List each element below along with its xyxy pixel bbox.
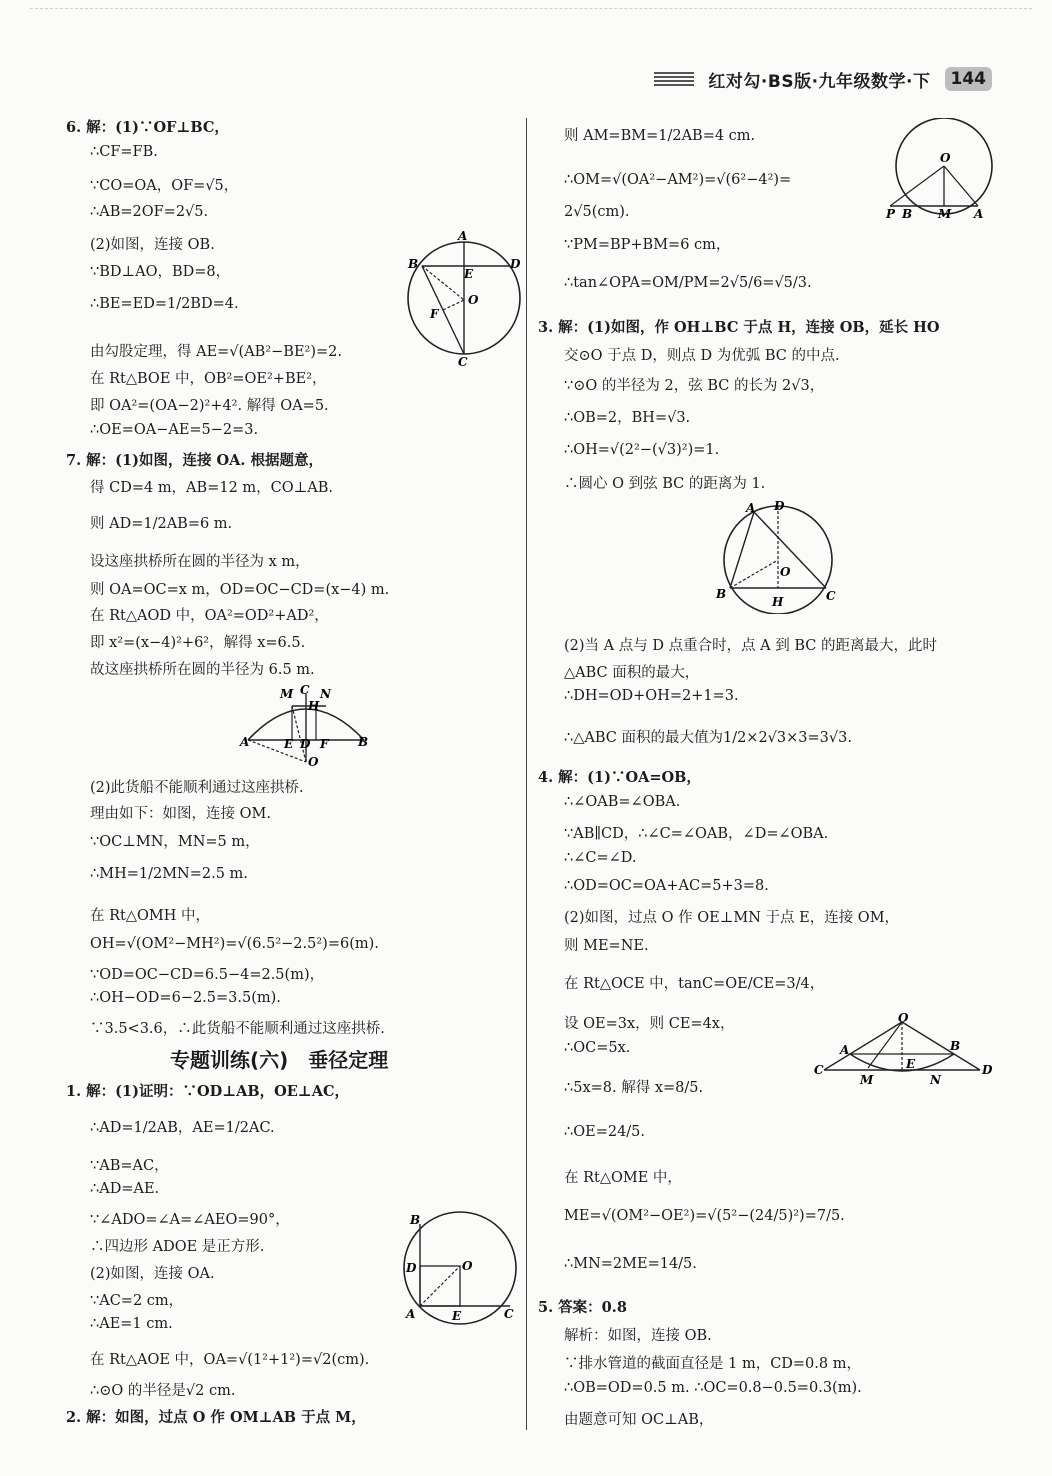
text-line: 3. 解：(1)如图，作 OH⊥BC 于点 H，连接 OB，延长 HO (538, 319, 940, 336)
text-line: ∴AD=AE. (90, 1181, 160, 1197)
text-line: ∴AE=1 cm. (90, 1316, 173, 1332)
text-line: △ABC 面积的最大， (564, 665, 700, 681)
fig-label: A (458, 229, 468, 243)
text-line: ∴AD=1/2AB，AE=1/2AC. (90, 1120, 275, 1136)
text-line: 即 x²=(x−4)²+6²，解得 x=6.5. (90, 635, 306, 651)
fig-label: O (780, 565, 791, 579)
text-line: 在 Rt△BOE 中，OB²=OE²+BE²， (90, 371, 327, 387)
text-line: ∵∠ADO=∠A=∠AEO=90°， (90, 1212, 290, 1228)
text-line: ∴∠OAB=∠OBA. (564, 794, 681, 810)
fig-label: E (906, 1057, 916, 1071)
section-title: 专题训练(六) 垂径定理 (170, 1048, 389, 1072)
top-scan-line (30, 8, 1032, 15)
fig-label: M (280, 687, 294, 701)
text-line: 2. 解：如图，过点 O 作 OM⊥AB 于点 M， (66, 1409, 366, 1426)
text-line: 5. 答案：0.8 (538, 1299, 627, 1316)
fig-label: O (940, 151, 951, 165)
text-line: 故这座拱桥所在圆的半径为 6.5 m. (90, 662, 315, 678)
text-line: ∴MH=1/2MN=2.5 m. (90, 866, 248, 882)
fig-label: E (284, 737, 294, 751)
text-line: ∵⊙O 的半径为 2，弦 BC 的长为 2√3， (564, 378, 825, 394)
text-line: 在 Rt△AOD 中，OA²=OD²+AD²， (90, 608, 329, 624)
fig-label: C (458, 355, 468, 369)
text-line: ∴OC=5x. (564, 1040, 631, 1056)
fig-label: D (300, 737, 311, 751)
text-line: ∴△ABC 面积的最大值为1/2×2√3×3=3√3. (564, 730, 852, 746)
text-line: ∵OD=OC−CD=6.5−4=2.5(m)， (90, 967, 325, 983)
text-line: ∴tan∠OPA=OM/PM=2√5/6=√5/3. (564, 275, 812, 291)
text-line: OH=√(OM²−MH²)=√(6.5²−2.5²)=6(m). (90, 936, 379, 952)
fig-label: M (860, 1073, 874, 1087)
text-line: 在 Rt△OCE 中，tanC=OE/CE=3/4， (564, 976, 825, 992)
text-line: ∴OM=√(OA²−AM²)=√(6²−4²)= (564, 172, 792, 188)
text-line: ∴MN=2ME=14/5. (564, 1256, 697, 1272)
text-line: 7. 解：(1)如图，连接 OA. 根据题意， (66, 452, 324, 469)
text-line: ∵AC=2 cm， (90, 1293, 184, 1309)
text-line: (2)当 A 点与 D 点重合时，点 A 到 BC 的距离最大，此时 (564, 638, 937, 654)
fig-label: C (300, 684, 310, 697)
fig-label: F (430, 307, 439, 321)
text-line: 得 CD=4 m，AB=12 m，CO⊥AB. (90, 480, 334, 496)
fig-label: A (240, 735, 250, 749)
text-line: 解析：如图，连接 OB. (564, 1328, 712, 1344)
text-line: 则 ME=NE. (564, 938, 649, 954)
fig-label: B (408, 257, 419, 271)
fig-label: H (772, 595, 784, 609)
text-line: 则 AD=1/2AB=6 m. (90, 516, 233, 532)
fig-label: B (902, 207, 913, 221)
text-line: ∴5x=8. 解得 x=8/5. (564, 1080, 704, 1096)
text-line: 则 OA=OC=x m，OD=OC−CD=(x−4) m. (90, 582, 390, 598)
text-line: 在 Rt△AOE 中，OA=√(1²+1²)=√2(cm). (90, 1352, 370, 1368)
text-line: ∴CF=FB. (90, 144, 158, 160)
text-line: ∵OC⊥MN，MN=5 m， (90, 834, 260, 850)
text-line: ME=√(OM²−OE²)=√(5²−(24/5)²)=7/5. (564, 1208, 845, 1224)
fig-label: A (974, 207, 984, 221)
fig-label: B (716, 587, 727, 601)
text-line: 在 Rt△OMH 中， (90, 908, 210, 924)
text-line: (2)此货船不能顺利通过这座拱桥. (90, 780, 304, 796)
text-line: ∴OE=OA−AE=5−2=3. (90, 422, 259, 438)
text-line: ∴圆心 O 到弦 BC 的距离为 1. (564, 476, 766, 492)
text-line: (2)如图，连接 OB. (90, 237, 215, 253)
figure-problem6-circle (400, 228, 530, 370)
text-line: ∴AB=2OF=2√5. (90, 204, 209, 220)
text-line: 4. 解：(1)∵OA=OB， (538, 769, 701, 786)
text-line: ∴DH=OD+OH=2+1=3. (564, 688, 739, 704)
text-line: 1. 解：(1)证明：∵OD⊥AB，OE⊥AC， (66, 1083, 350, 1100)
text-line: 由勾股定理，得 AE=√(AB²−BE²)=2. (90, 344, 342, 360)
text-line: 2√5(cm). (564, 204, 630, 220)
text-line: ∴OB=2，BH=√3. (564, 410, 691, 426)
text-line: ∴OH=√(2²−(√3)²)=1. (564, 442, 720, 458)
fig-label: B (950, 1039, 961, 1053)
text-line: ∴OE=24/5. (564, 1124, 646, 1140)
fig-label: D (510, 257, 521, 271)
fig-label: A (406, 1307, 416, 1321)
fig-label: O (308, 755, 319, 768)
text-line: 理由如下：如图，连接 OM. (90, 806, 271, 822)
fig-label: D (406, 1261, 417, 1275)
book-title: 红对勾·BS版·九年级数学·下 (708, 71, 931, 92)
fig-label: E (452, 1309, 462, 1323)
figure-problem2-circle (884, 118, 1006, 222)
text-line: 设 OE=3x，则 CE=4x， (564, 1016, 735, 1032)
fig-label: N (320, 687, 331, 701)
figure-square-circle (398, 1210, 528, 1326)
fig-label: O (898, 1012, 909, 1025)
text-line: 设这座拱桥所在圆的半径为 x m， (90, 554, 310, 570)
page-number-badge: 144 (945, 67, 993, 91)
fig-label: C (826, 589, 836, 603)
fig-label: O (462, 1259, 473, 1273)
text-line: 即 OA²=(OA−2)²+4². 解得 OA=5. (90, 398, 329, 414)
text-line: ∴四边形 ADOE 是正方形. (90, 1239, 265, 1255)
text-line: ∴OD=OC=OA+AC=5+3=8. (564, 878, 769, 894)
fig-label: P (886, 207, 896, 221)
text-line: 由题意可知 OC⊥AB， (564, 1412, 714, 1428)
fig-label: F (320, 737, 329, 751)
text-line: 在 Rt△OME 中， (564, 1170, 682, 1186)
text-line: 则 AM=BM=1/2AB=4 cm. (564, 128, 756, 144)
text-line: ∵AB=AC， (90, 1158, 169, 1174)
text-line: (2)如图，连接 OA. (90, 1266, 215, 1282)
fig-label: M (938, 207, 952, 221)
text-line: ∴OB=OD=0.5 m. ∴OC=0.8−0.5=0.3(m). (564, 1380, 862, 1396)
text-line: ∵CO=OA，OF=√5， (90, 178, 239, 194)
text-line: ∴⊙O 的半径是√2 cm. (90, 1383, 236, 1399)
fig-label: C (814, 1063, 824, 1077)
fig-label: A (840, 1043, 850, 1057)
figure-problem4-sector (810, 1012, 996, 1092)
text-line: ∴∠C=∠D. (564, 850, 637, 866)
text-line: ∴OH−OD=6−2.5=3.5(m). (90, 990, 281, 1006)
fig-label: O (468, 293, 479, 307)
text-line: ∵PM=BP+BM=6 cm， (564, 237, 731, 253)
text-line: 6. 解：(1)∵OF⊥BC， (66, 119, 229, 136)
text-line: ∵AB∥CD，∴∠C=∠OAB，∠D=∠OBA. (564, 826, 829, 842)
fig-label: E (464, 267, 474, 281)
fig-label: B (410, 1213, 421, 1227)
header-decoration (654, 72, 694, 86)
fig-label: H (308, 699, 320, 713)
page-header (654, 64, 992, 94)
figure-problem7-arch (236, 684, 376, 768)
figure-problem3-circle (712, 498, 842, 614)
fig-label: D (774, 499, 785, 513)
text-line: ∵3.5<3.6，∴此货船不能顺利通过这座拱桥. (90, 1021, 385, 1037)
text-line: 交⊙O 于点 D，则点 D 为优弧 BC 的中点. (564, 348, 840, 364)
fig-label: C (504, 1307, 514, 1321)
text-line: ∴BE=ED=1/2BD=4. (90, 296, 239, 312)
text-line: ∵BD⊥AO，BD=8， (90, 264, 231, 280)
text-line: ∵排水管道的截面直径是 1 m，CD=0.8 m， (564, 1356, 861, 1372)
fig-label: D (982, 1063, 993, 1077)
text-line: (2)如图，过点 O 作 OE⊥MN 于点 E，连接 OM， (564, 910, 900, 926)
fig-label: B (358, 735, 369, 749)
fig-label: N (930, 1073, 941, 1087)
fig-label: A (746, 501, 756, 515)
